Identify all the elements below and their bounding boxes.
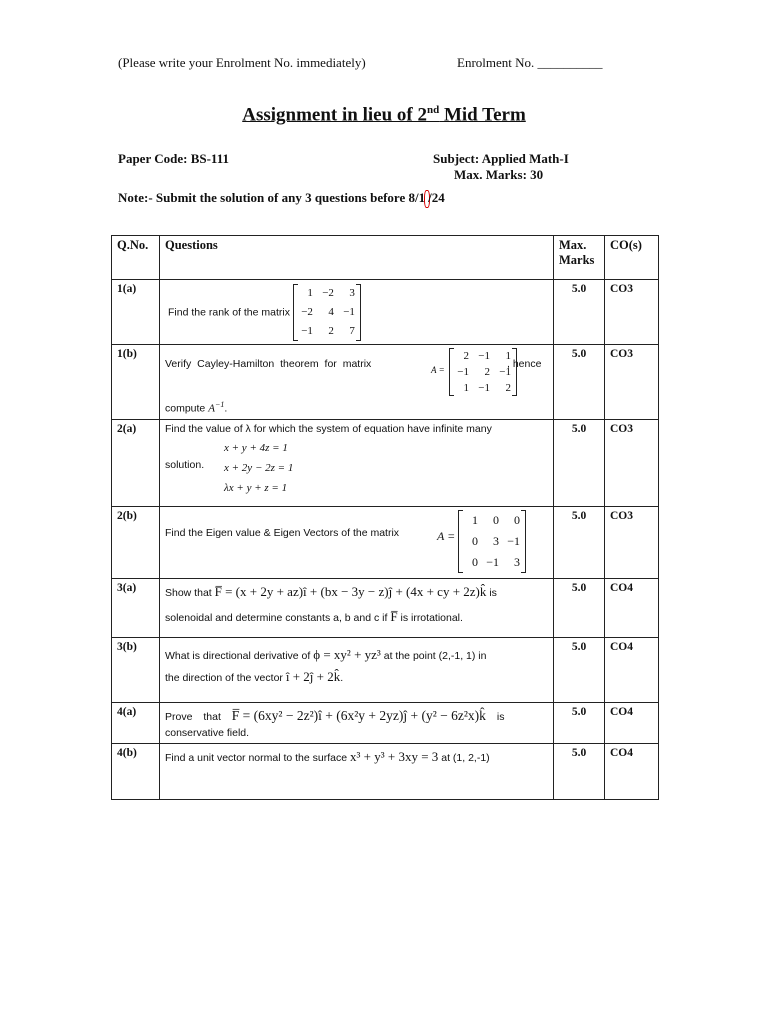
marks-cell: 5.0 [554, 638, 605, 703]
marks-cell: 5.0 [554, 744, 605, 800]
question-cell [160, 507, 554, 579]
header-qno: Q.No. [112, 236, 160, 280]
qno-cell: 1(a) [112, 280, 160, 345]
direction-vector: î + 2ĵ + 2k̂ [285, 669, 341, 684]
qno-cell: 1(b) [112, 345, 160, 420]
marks-cell: 5.0 [554, 507, 605, 579]
question-text: Find the value of λ for which the system of equation have infinite many [165, 423, 492, 435]
co-cell: CO3 [605, 345, 659, 420]
question-cell [160, 345, 554, 420]
table-row [112, 345, 659, 420]
co-cell: CO3 [605, 507, 659, 579]
question-text: Find the Eigen value & Eigen Vectors of the matrix [165, 527, 400, 539]
table-row [112, 744, 659, 800]
vector-symbol: F̅ [390, 609, 398, 624]
qno-cell: 4(b) [112, 744, 160, 800]
enrolment-number-field: Enrolment No. __________ [457, 55, 603, 70]
marks-cell: 5.0 [554, 579, 605, 638]
header-max-marks: Max. Marks [554, 236, 605, 280]
question-cell [160, 744, 554, 800]
qno-cell: 3(a) [112, 579, 160, 638]
paper-code: Paper Code: BS-111 [118, 151, 229, 166]
vector-field-expression: F̅ = (x + 2y + az)î + (bx − 3y − z)ĵ + (4x + cy + 2z)k̂ [214, 584, 487, 599]
co-cell: CO3 [605, 280, 659, 345]
equation-1: x + y + 4z = 1 [224, 442, 288, 454]
enrolment-instruction: (Please write your Enrolment No. immediately) [118, 55, 366, 70]
question-text-2: is [496, 711, 505, 723]
table-header-row [112, 236, 659, 280]
co-cell: CO4 [605, 703, 659, 744]
matrix: 1 0 0 0 3 −1 0 −1 3 [458, 510, 526, 573]
question-text: Verify Cayley-Hamilton theorem for matrix [165, 358, 372, 370]
matrix-lhs: A = [437, 529, 456, 543]
question-text-2: solution. [165, 459, 205, 471]
question-text: What is directional derivative of [165, 650, 311, 662]
question-text-3: compute $A^{-1}$. [165, 400, 228, 415]
matrix: 1 −2 3 −2 4 −1 −1 2 7 [293, 284, 361, 341]
subject: Subject: Applied Math-I [433, 151, 569, 166]
question-cell [160, 579, 554, 638]
co-cell: CO3 [605, 420, 659, 507]
vector-field-expression: F̅ = (6xy² − 2z²)î + (6x²y + 2yz)ĵ + (y² − 6z²x)k̂ [231, 708, 486, 723]
question-text-2: at the point (2,-1, 1) in [383, 650, 487, 662]
question-text-3: solenoidal and determine constants a, b and c if [165, 612, 388, 624]
submission-note [118, 190, 445, 208]
marks-cell: 5.0 [554, 703, 605, 744]
co-cell: CO4 [605, 744, 659, 800]
qno-cell: 2(b) [112, 507, 160, 579]
co-cell: CO4 [605, 638, 659, 703]
equation-2: x + 2y − 2z = 1 [224, 462, 294, 474]
question-cell [160, 703, 554, 744]
marks-cell: 5.0 [554, 280, 605, 345]
header-questions: Questions [160, 236, 554, 280]
qno-cell: 2(a) [112, 420, 160, 507]
table-row [112, 420, 659, 507]
questions-table [111, 235, 659, 800]
equation-system [224, 438, 293, 498]
question-cell [160, 420, 554, 507]
question-text: Find the rank of the matrix [168, 306, 290, 319]
question-cell [160, 280, 554, 345]
table-row [112, 703, 659, 744]
header-co: CO(s) [605, 236, 659, 280]
note-text: Note:- Submit the solution of any 3 questions before 8/1 [118, 190, 426, 205]
equation-3: λx + y + z = 1 [224, 482, 288, 494]
marks-cell: 5.0 [554, 345, 605, 420]
title-rest: Mid Term [439, 104, 526, 126]
page-title [0, 104, 768, 126]
title-sup: nd [426, 104, 440, 116]
title-main: Assignment in lieu of 2 [242, 104, 427, 126]
table-row [112, 638, 659, 703]
matrix-lhs: A = [431, 365, 445, 375]
qno-cell: 4(a) [112, 703, 160, 744]
co-cell: CO4 [605, 579, 659, 638]
question-cell: What is directional derivative of ϕ = xy² + yz³ at the point (2,-1, 1) in the direction of the vector î + 2ĵ + 2k̂. [160, 638, 554, 703]
question-text-2: at (1, 2,-1) [441, 752, 490, 764]
question-text-2: , hence [507, 358, 542, 370]
question-text-4: is irrotational. [400, 612, 463, 624]
max-marks: Max. Marks: 30 [454, 167, 544, 182]
question-text-2: is [489, 587, 497, 599]
note-text-end: /24 [428, 190, 445, 205]
table-row [112, 280, 659, 345]
question-text: Prove that [165, 711, 221, 723]
question-text-3: conservative field. [165, 727, 250, 739]
marks-cell: 5.0 [554, 420, 605, 507]
question-text-3: the direction of the vector [165, 672, 283, 684]
matrix: 2 −1 1 −1 2 −1 1 −1 2 [449, 348, 517, 396]
question-text: Show that [165, 587, 212, 599]
table-row [112, 507, 659, 579]
question-text: Find a unit vector normal to the surface [165, 752, 348, 764]
scalar-field-expression: ϕ = xy² + yz³ [313, 647, 381, 662]
table-row [112, 579, 659, 638]
surface-expression: x³ + y³ + 3xy = 3 [350, 749, 439, 764]
qno-cell: 3(b) [112, 638, 160, 703]
